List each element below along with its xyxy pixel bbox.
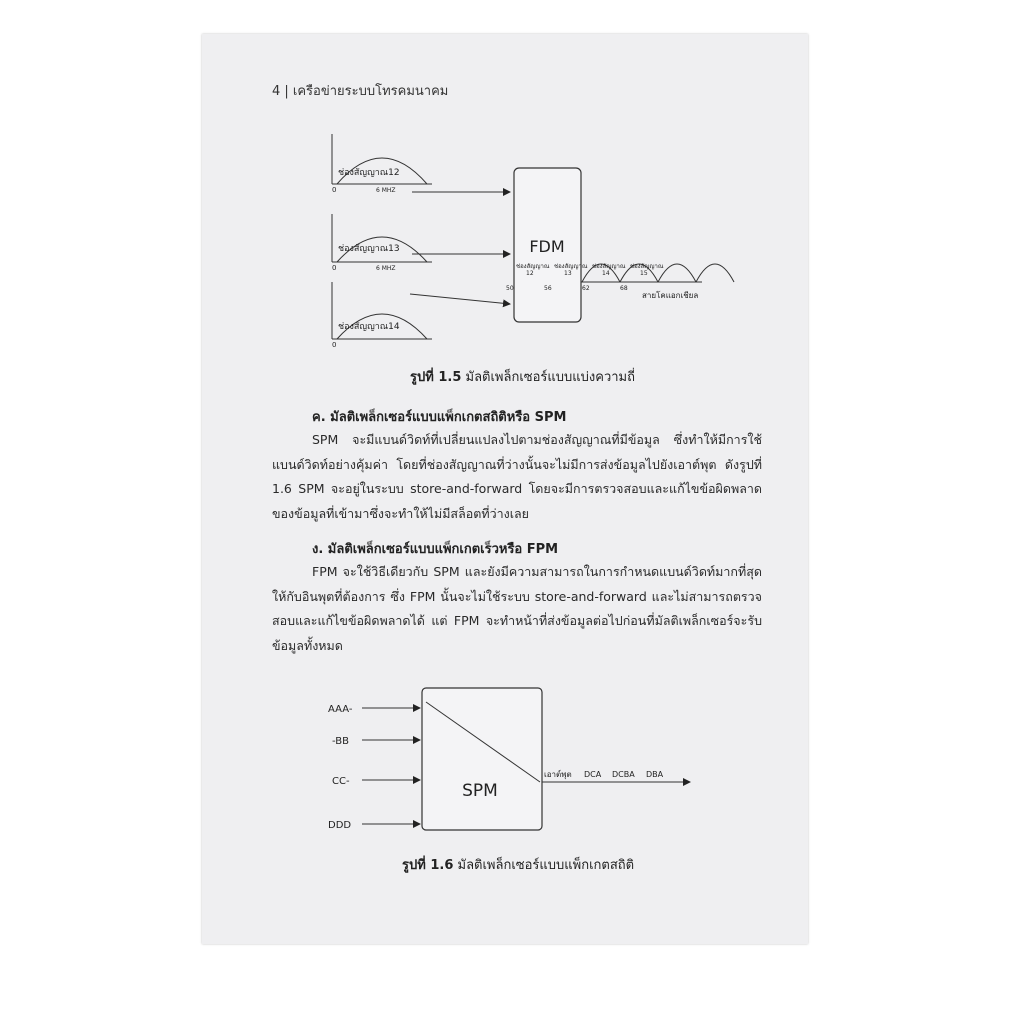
channel-13-label: ช่องสัญญาณ13 xyxy=(338,244,400,254)
section-c-heading: ค. มัลติเพล็กเซอร์แบบแพ็กเกตสถิติหรือ SPM xyxy=(312,410,567,425)
fdm-output-labels xyxy=(502,260,702,300)
channel-12-axis-start: 0 xyxy=(332,186,337,194)
figure-1-6-title: มัลติเพล็กเซอร์แบบแพ็กเกตสถิติ xyxy=(457,858,635,873)
channel-14-label: ช่องสัญญาณ14 xyxy=(338,322,400,332)
output-packet-2: DCBA xyxy=(612,770,635,779)
channel-14-spectrum xyxy=(332,282,432,349)
page-header: 4 | เครือข่ายระบบโทรคมนาคม xyxy=(272,84,449,99)
fdm-box-label: FDM xyxy=(529,237,565,256)
channel-12-axis-end: 6 MHZ xyxy=(376,187,396,194)
channel-13-axis-end: 6 MHZ xyxy=(376,265,396,272)
fdm-diagram xyxy=(322,134,722,354)
figure-1-5-caption xyxy=(410,366,635,387)
output-channel-2-num: 13 xyxy=(564,270,572,277)
freq-tick-56: 56 xyxy=(544,285,552,292)
book-page xyxy=(202,34,808,944)
freq-tick-62: 62 xyxy=(582,285,590,292)
spm-box xyxy=(422,688,542,830)
freq-tick-50: 50 xyxy=(506,285,514,292)
channel-12-spectrum xyxy=(332,134,432,194)
output-channel-4-num: 15 xyxy=(640,270,648,277)
output-label: เอาต์พุต xyxy=(544,770,572,779)
section-d-paragraph: FPM จะใช้วิธีเดียวกับ SPM และยังมีความสามารถในการกำหนดแบนด์วิดท์มากที่สุดให้กับอินพุตที่ต้องการ ซึ่ง FPM นั้นจะไม่ใช้ระบบ store-and-forward และไม่สามารถตรวจสอบและแก้ไขข้อผิดพลาดได้ แต่ FPM จะทำหน้าที่ส่งข้อมูลต่อไปก่อนที่มัลติเพล็กเซอร์จะรับข้อมูลทั้งหมด xyxy=(272,564,762,653)
section-c-paragraph: SPM จะมีแบนด์วิดท์ที่เปลี่ยนแปลงไปตามช่องสัญญาณที่มีข้อมูล ซึ่งทำให้มีการใช้แบนด์วิดท์อย่างคุ้มค่า โดยที่ช่องสัญญาณที่ว่างนั้นจะไม่มีการส่งข้อมูลไปยังเอาต์พุต ดังรูปที่ 1.6 SPM จะอยู่ในระบบ store-and-forward โดยจะมีการตรวจสอบและแก้ไขข้อผิดพลาดของข้อมูลที่เข้ามาซึ่งจะทำให้ไม่มีสล็อตที่ว่างเลย xyxy=(272,432,762,521)
input-arrow-14 xyxy=(410,294,510,304)
figure-1-5-number: รูปที่ 1.5 xyxy=(410,370,462,385)
output-channel-1-name: ช่องสัญญาณ xyxy=(516,263,550,270)
figure-1-6-caption xyxy=(402,854,634,875)
coax-cable-label: สายโคแอกเชียล xyxy=(642,291,699,300)
channel-13-spectrum xyxy=(332,214,432,272)
input-aaa-label: AAA- xyxy=(328,704,353,715)
output-channel-2-name: ช่องสัญญาณ xyxy=(554,263,588,270)
channel-14-axis-start: 0 xyxy=(332,341,337,349)
spm-box-label: SPM xyxy=(462,781,498,801)
output-packet-1: DCA xyxy=(584,770,602,779)
output-packet-3: DBA xyxy=(646,770,664,779)
output-channel-3-num: 14 xyxy=(602,270,610,277)
spm-diagram xyxy=(322,684,702,834)
input-cc-label: CC- xyxy=(332,776,350,787)
output-channel-4-name: ช่องสัญญาณ xyxy=(630,263,664,270)
output-channel-1-num: 12 xyxy=(526,270,534,277)
figure-1-6-number: รูปที่ 1.6 xyxy=(402,858,454,873)
output-channel-3-name: ช่องสัญญาณ xyxy=(592,263,626,270)
section-d-heading: ง. มัลติเพล็กเซอร์แบบแพ็กเกตเร็วหรือ FPM xyxy=(312,542,559,557)
channel-12-label: ช่องสัญญาณ12 xyxy=(338,168,400,178)
figure-1-5-title: มัลติเพล็กเซอร์แบบแบ่งความถี่ xyxy=(465,370,635,385)
channel-13-axis-start: 0 xyxy=(332,264,337,272)
input-ddd-label: DDD xyxy=(328,820,352,831)
freq-tick-68: 68 xyxy=(620,285,628,292)
input-bb-label: -BB xyxy=(332,736,349,747)
